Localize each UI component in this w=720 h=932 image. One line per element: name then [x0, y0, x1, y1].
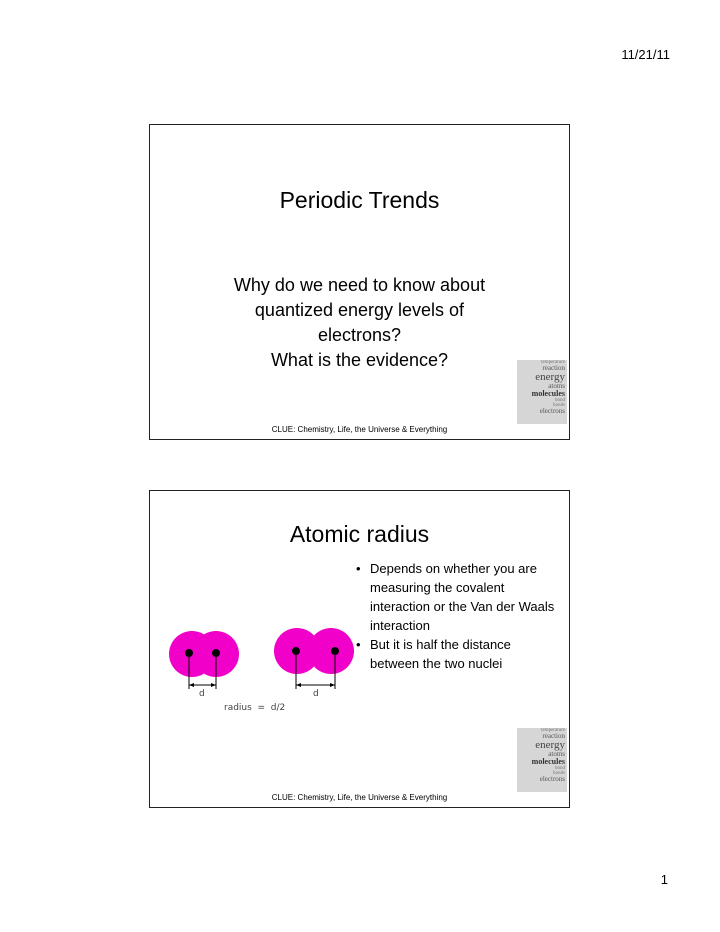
bullet-list	[354, 559, 559, 673]
subtitle-line: Why do we need to know about	[233, 275, 486, 295]
bullet-item: • Depends on whether you are measuring the covalent interaction or the Van der Waals interaction	[354, 559, 559, 635]
radius-formula: radius = d/2	[224, 703, 286, 713]
clue-wordcloud-logo	[517, 360, 567, 424]
atomic-radius-diagram	[169, 627, 354, 727]
bullet-item: • But it is half the distance between the two nuclei	[354, 635, 559, 673]
wordcloud-word: reaction	[542, 732, 565, 740]
arrow-head	[330, 683, 335, 687]
slide-periodic-trends	[149, 124, 570, 440]
wordcloud-word: atoms	[548, 750, 565, 758]
page-date: 11/21/11	[621, 47, 670, 62]
wordcloud-word: energy	[535, 739, 565, 751]
slide-atomic-radius	[149, 490, 570, 808]
wordcloud-word: atoms	[548, 382, 565, 390]
distance-label: d	[313, 689, 319, 699]
arrow-head	[189, 683, 194, 687]
subtitle-line: quantized energy levels of	[254, 300, 465, 320]
page-number: 1	[660, 872, 668, 887]
wordcloud-word: bonds	[553, 403, 565, 408]
wordcloud-word: electrons	[539, 407, 565, 415]
nucleus-dot	[292, 647, 300, 655]
nucleus-dot	[331, 647, 339, 655]
slide-footer: CLUE: Chemistry, Life, the Universe & Everything	[271, 793, 448, 802]
distance-label: d	[199, 689, 205, 699]
slide-footer: CLUE: Chemistry, Life, the Universe & Everything	[271, 425, 448, 434]
slide-subtitle	[150, 273, 569, 373]
wordcloud-word: electrons	[539, 775, 565, 783]
wordcloud-word: bond	[555, 398, 565, 403]
arrow-head	[296, 683, 301, 687]
subtitle-line: What is the evidence?	[270, 350, 449, 370]
wordcloud-word: molecules	[531, 389, 565, 398]
subtitle-line: electrons?	[317, 325, 402, 345]
wordcloud-word: temperature	[541, 728, 565, 733]
wordcloud-word: molecules	[531, 757, 565, 766]
arrow-head	[211, 683, 216, 687]
wordcloud-word: bonds	[553, 771, 565, 776]
nucleus-dot	[185, 649, 193, 657]
wordcloud-word: energy	[535, 371, 565, 383]
wordcloud-word: reaction	[542, 364, 565, 372]
clue-wordcloud-logo	[517, 728, 567, 792]
slide-title: Periodic Trends	[279, 187, 440, 213]
wordcloud-word: bond	[555, 766, 565, 771]
nucleus-dot	[212, 649, 220, 657]
slide-title: Atomic radius	[289, 521, 430, 547]
wordcloud-word: temperature	[541, 360, 565, 365]
